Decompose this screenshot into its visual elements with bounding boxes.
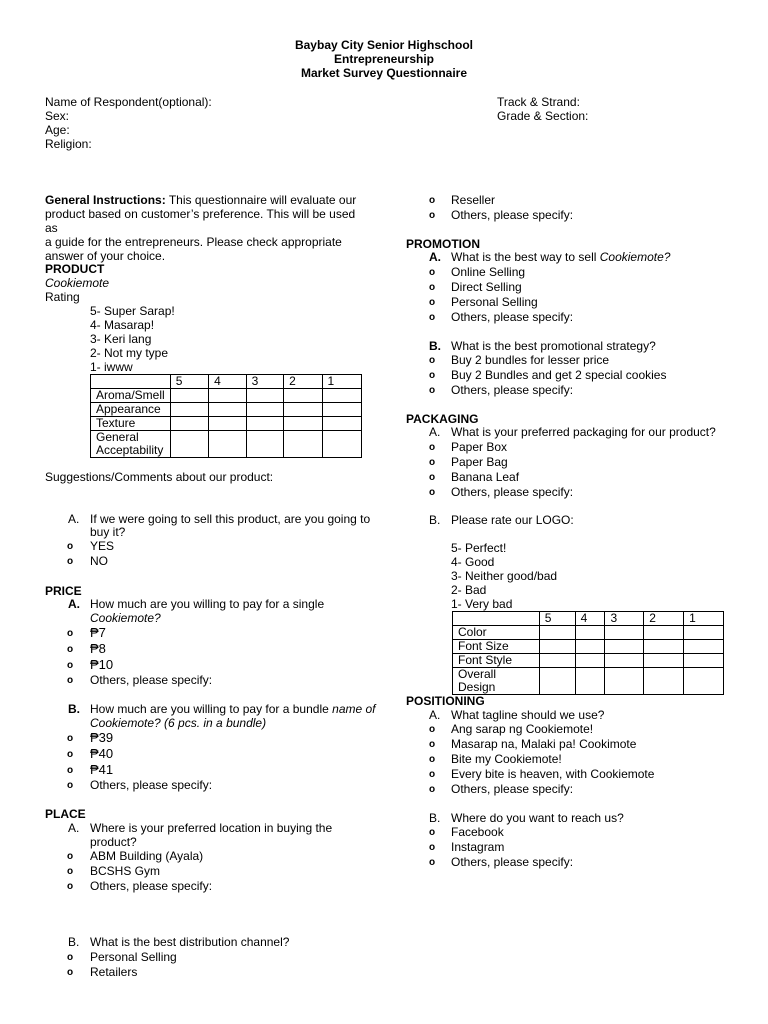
option-bullet-icon[interactable]: o: [429, 784, 436, 795]
table-row-label: Font Size: [453, 640, 540, 654]
table-col-header: 3: [605, 612, 644, 626]
table-row-label: Aroma/Smell: [91, 389, 171, 403]
logo-scale-item: 1- Very bad: [451, 597, 513, 611]
question-letter: A.: [68, 597, 80, 611]
question-text: Please rate our LOGO:: [451, 513, 574, 527]
option-strategy[interactable]: Buy 2 Bundles and get 2 special cookies: [451, 368, 667, 382]
product-name: Cookiemote: [45, 276, 110, 290]
option-packaging[interactable]: Banana Leaf: [451, 470, 520, 484]
question-text: buy it?: [90, 525, 126, 539]
question-text-italic: Cookiemote?: [599, 250, 671, 264]
section-heading-price: PRICE: [45, 584, 82, 598]
table-row: [453, 640, 724, 654]
table-col-header: 1: [322, 375, 361, 389]
question-letter: B.: [68, 935, 80, 949]
product-rating-table: [90, 374, 362, 458]
rating-checkbox-cell[interactable]: [170, 431, 208, 458]
rating-checkbox-cell[interactable]: [170, 389, 208, 403]
rating-checkbox-cell[interactable]: [684, 668, 724, 695]
option-others[interactable]: Others, please specify:: [451, 310, 574, 324]
document-title: Market Survey Questionnaire: [300, 66, 468, 80]
option-bullet-icon[interactable]: o: [67, 851, 74, 862]
option-bullet-icon[interactable]: o: [429, 457, 436, 468]
table-col-header: 5: [539, 612, 575, 626]
rating-label: Rating: [45, 290, 80, 304]
option-selling[interactable]: Personal Selling: [451, 295, 538, 309]
rating-checkbox-cell[interactable]: [246, 431, 283, 458]
table-row: [453, 668, 724, 695]
rating-scale-item: 1- iwww: [90, 360, 133, 374]
table-col-header: 3: [246, 375, 283, 389]
option-channel[interactable]: Retailers: [90, 965, 138, 979]
option-bullet-icon[interactable]: o: [67, 733, 74, 744]
question-text: Where do you want to reach us?: [451, 811, 624, 825]
rating-checkbox-cell[interactable]: [209, 403, 246, 417]
table-row: [91, 403, 362, 417]
instructions-label: General Instructions:: [45, 193, 166, 207]
respondent-sex-label: Sex:: [45, 109, 70, 123]
option-packaging[interactable]: Paper Box: [451, 440, 508, 454]
table-col-header: 1: [684, 612, 724, 626]
rating-checkbox-cell[interactable]: [284, 403, 322, 417]
option-price[interactable]: ₱10: [90, 657, 114, 672]
option-bullet-icon[interactable]: o: [67, 765, 74, 776]
option-price[interactable]: ₱39: [90, 730, 114, 745]
question-letter: A.: [68, 512, 80, 526]
question-letter: B.: [429, 339, 441, 353]
option-tagline[interactable]: Ang sarap ng Cookiemote!: [451, 722, 594, 736]
question-text: What tagline should we use?: [451, 708, 605, 722]
logo-scale-item: 2- Bad: [451, 583, 487, 597]
rating-checkbox-cell[interactable]: [246, 417, 283, 431]
table-row: [91, 431, 362, 458]
option-tagline[interactable]: Masarap na, Malaki pa! Cookimote: [451, 737, 637, 751]
option-bullet-icon[interactable]: o: [429, 857, 436, 868]
rating-checkbox-cell[interactable]: [246, 403, 283, 417]
question-text-part: How much are you willing to pay for a bundle: [90, 702, 333, 716]
option-bullet-icon[interactable]: o: [67, 660, 74, 671]
rating-checkbox-cell[interactable]: [605, 654, 644, 668]
table-row-label: General Acceptability: [91, 431, 171, 458]
rating-checkbox-cell[interactable]: [322, 431, 361, 458]
option-packaging[interactable]: Paper Bag: [451, 455, 508, 469]
option-bullet-icon[interactable]: o: [429, 312, 436, 323]
question-letter: B.: [429, 811, 441, 825]
option-bullet-icon[interactable]: o: [429, 472, 436, 483]
option-bullet-icon[interactable]: o: [429, 282, 436, 293]
option-bullet-icon[interactable]: o: [429, 769, 436, 780]
section-heading-promotion: PROMOTION: [406, 237, 480, 251]
rating-checkbox-cell[interactable]: [209, 431, 246, 458]
table-col-header: 2: [284, 375, 322, 389]
rating-checkbox-cell[interactable]: [605, 626, 644, 640]
option-bullet-icon[interactable]: o: [67, 780, 74, 791]
question-text: Cookiemote? (6 pcs. in a bundle): [90, 716, 267, 730]
option-others[interactable]: Others, please specify:: [451, 485, 574, 499]
option-tagline[interactable]: Bite my Cookiemote!: [451, 752, 562, 766]
option-location[interactable]: ABM Building (Ayala): [90, 849, 204, 863]
table-col-header: 4: [209, 375, 246, 389]
option-price[interactable]: ₱8: [90, 641, 106, 656]
rating-checkbox-cell[interactable]: [644, 626, 684, 640]
option-bullet-icon[interactable]: o: [429, 355, 436, 366]
option-selling[interactable]: Online Selling: [451, 265, 526, 279]
option-bullet-icon[interactable]: o: [429, 297, 436, 308]
question-text: What is your preferred packaging for our product?: [451, 425, 716, 439]
table-col-header: 2: [644, 612, 684, 626]
option-others[interactable]: Others, please specify:: [451, 383, 574, 397]
option-social[interactable]: Facebook: [451, 825, 504, 839]
rating-checkbox-cell[interactable]: [322, 417, 361, 431]
rating-scale-item: 5- Super Sarap!: [90, 304, 175, 318]
rating-checkbox-cell[interactable]: [539, 668, 575, 695]
table-row: [453, 654, 724, 668]
option-channel[interactable]: Personal Selling: [90, 950, 177, 964]
question-letter: A.: [429, 425, 441, 439]
table-corner-cell: [453, 612, 540, 626]
option-bullet-icon[interactable]: o: [429, 724, 436, 735]
option-bullet-icon[interactable]: o: [67, 866, 74, 877]
table-col-header: 4: [575, 612, 605, 626]
question-text-italic: name of: [332, 702, 376, 716]
rating-checkbox-cell[interactable]: [246, 389, 283, 403]
respondent-religion-label: Religion:: [45, 137, 92, 151]
table-row: [91, 389, 362, 403]
option-no[interactable]: NO: [90, 554, 108, 568]
option-bullet-icon[interactable]: o: [429, 267, 436, 278]
option-price[interactable]: ₱7: [90, 625, 106, 640]
section-heading-place: PLACE: [45, 807, 86, 821]
table-row-label: Overall Design: [453, 668, 540, 695]
rating-checkbox-cell[interactable]: [605, 668, 644, 695]
option-channel[interactable]: Reseller: [451, 193, 496, 207]
rating-checkbox-cell[interactable]: [322, 389, 361, 403]
question-text: product?: [90, 835, 137, 849]
question-text: What is the best distribution channel?: [90, 935, 290, 949]
question-text: [90, 702, 376, 716]
table-row: [453, 626, 724, 640]
rating-scale-item: 2- Not my type: [90, 346, 169, 360]
respondent-age-label: Age:: [45, 123, 70, 137]
school-name: Baybay City Senior Highschool: [294, 38, 474, 52]
rating-checkbox-cell[interactable]: [684, 654, 724, 668]
table-header-row: [453, 612, 724, 626]
option-others[interactable]: Others, please specify:: [451, 782, 574, 796]
question-text: What is the best promotional strategy?: [451, 339, 656, 353]
option-others[interactable]: Others, please specify:: [90, 673, 213, 687]
option-bullet-icon[interactable]: o: [67, 675, 74, 686]
logo-rating-table: [452, 611, 724, 695]
question-letter: A.: [429, 708, 441, 722]
question-text-part: What is the best way to sell: [451, 250, 600, 264]
option-yes[interactable]: YES: [90, 539, 115, 553]
suggestions-label: Suggestions/Comments about our product:: [45, 470, 274, 484]
table-corner-cell: [91, 375, 171, 389]
option-bullet-icon[interactable]: o: [429, 487, 436, 498]
respondent-name-label: Name of Respondent(optional):: [45, 95, 212, 109]
question-letter: A.: [429, 250, 441, 264]
grade-section-label: Grade & Section:: [497, 109, 589, 123]
track-strand-label: Track & Strand:: [497, 95, 580, 109]
table-row: [91, 417, 362, 431]
option-selling[interactable]: Direct Selling: [451, 280, 522, 294]
instructions-line: product based on customer’s preference. This will be used as: [45, 207, 356, 235]
rating-checkbox-cell[interactable]: [209, 389, 246, 403]
option-location[interactable]: BCSHS Gym: [90, 864, 161, 878]
table-col-header: 5: [170, 375, 208, 389]
rating-scale-item: 4- Masarap!: [90, 318, 155, 332]
rating-checkbox-cell[interactable]: [539, 640, 575, 654]
option-strategy[interactable]: Buy 2 bundles for lesser price: [451, 353, 610, 367]
option-bullet-icon[interactable]: o: [67, 749, 74, 760]
subject-title: Entrepreneurship: [333, 52, 435, 66]
option-bullet-icon[interactable]: o: [67, 628, 74, 639]
rating-checkbox-cell[interactable]: [644, 654, 684, 668]
option-bullet-icon[interactable]: o: [429, 210, 436, 221]
section-heading-product: PRODUCT: [45, 262, 105, 276]
general-instructions: [45, 193, 365, 263]
option-tagline[interactable]: Every bite is heaven, with Cookiemote: [451, 767, 655, 781]
section-heading-positioning: POSITIONING: [406, 694, 485, 708]
option-price[interactable]: ₱41: [90, 762, 114, 777]
question-text: If we were going to sell this product, are you going to: [90, 512, 371, 526]
instructions-line: This questionnaire will evaluate our: [165, 193, 357, 207]
table-row-label: Appearance: [91, 403, 171, 417]
rating-checkbox-cell[interactable]: [575, 668, 605, 695]
option-others[interactable]: Others, please specify:: [90, 778, 213, 792]
logo-scale-item: 3- Neither good/bad: [451, 569, 558, 583]
option-bullet-icon[interactable]: o: [67, 967, 74, 978]
rating-checkbox-cell[interactable]: [170, 417, 208, 431]
rating-checkbox-cell[interactable]: [322, 403, 361, 417]
option-bullet-icon[interactable]: o: [429, 442, 436, 453]
option-bullet-icon[interactable]: o: [429, 195, 436, 206]
option-bullet-icon[interactable]: o: [429, 370, 436, 381]
table-row-label: Texture: [91, 417, 171, 431]
table-row-label: Font Style: [453, 654, 540, 668]
option-others[interactable]: Others, please specify:: [451, 208, 574, 222]
rating-checkbox-cell[interactable]: [170, 403, 208, 417]
question-letter: B.: [429, 513, 441, 527]
logo-scale-item: 4- Good: [451, 555, 495, 569]
rating-scale-item: 3- Keri lang: [90, 332, 152, 346]
table-header-row: [91, 375, 362, 389]
option-others[interactable]: Others, please specify:: [90, 879, 213, 893]
rating-checkbox-cell[interactable]: [284, 417, 322, 431]
option-others[interactable]: Others, please specify:: [451, 855, 574, 869]
rating-checkbox-cell[interactable]: [684, 640, 724, 654]
option-bullet-icon[interactable]: o: [67, 644, 74, 655]
rating-checkbox-cell[interactable]: [209, 417, 246, 431]
rating-checkbox-cell[interactable]: [684, 626, 724, 640]
instructions-line: answer of your choice.: [45, 249, 166, 263]
question-letter: A.: [68, 821, 80, 835]
rating-checkbox-cell[interactable]: [575, 626, 605, 640]
option-bullet-icon[interactable]: o: [67, 952, 74, 963]
rating-checkbox-cell[interactable]: [644, 640, 684, 654]
rating-checkbox-cell[interactable]: [575, 640, 605, 654]
option-bullet-icon[interactable]: o: [429, 739, 436, 750]
section-heading-packaging: PACKAGING: [406, 412, 479, 426]
question-text: How much are you willing to pay for a single: [90, 597, 325, 611]
logo-scale-item: 5- Perfect!: [451, 541, 507, 555]
table-row-label: Color: [453, 626, 540, 640]
option-bullet-icon[interactable]: o: [67, 541, 74, 552]
option-bullet-icon[interactable]: o: [67, 556, 74, 567]
question-text: Cookiemote?: [90, 611, 161, 625]
option-bullet-icon[interactable]: o: [429, 385, 436, 396]
rating-checkbox-cell[interactable]: [605, 640, 644, 654]
rating-checkbox-cell[interactable]: [539, 654, 575, 668]
option-price[interactable]: ₱40: [90, 746, 114, 761]
option-bullet-icon[interactable]: o: [429, 754, 436, 765]
rating-checkbox-cell[interactable]: [539, 626, 575, 640]
rating-checkbox-cell[interactable]: [644, 668, 684, 695]
rating-checkbox-cell[interactable]: [575, 654, 605, 668]
question-letter: B.: [68, 702, 80, 716]
option-social[interactable]: Instagram: [451, 840, 505, 854]
question-text: Where is your preferred location in buying the: [90, 821, 333, 835]
instructions-line: a guide for the entrepreneurs. Please check appropriate: [45, 235, 342, 249]
option-bullet-icon[interactable]: o: [429, 827, 436, 838]
question-text: [451, 250, 670, 264]
option-bullet-icon[interactable]: o: [67, 881, 74, 892]
option-bullet-icon[interactable]: o: [429, 842, 436, 853]
rating-checkbox-cell[interactable]: [284, 389, 322, 403]
rating-checkbox-cell[interactable]: [284, 431, 322, 458]
